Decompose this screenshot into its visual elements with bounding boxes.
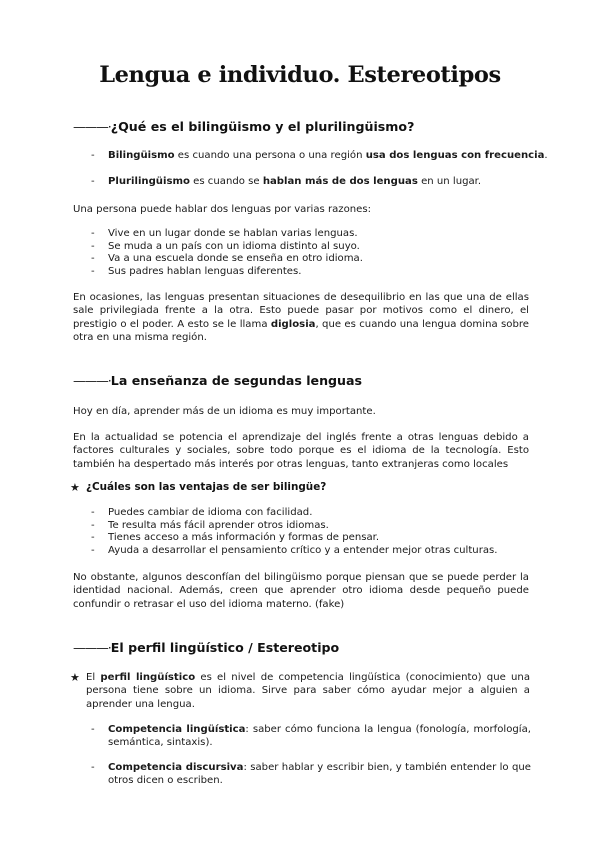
list-item bbox=[91, 150, 548, 163]
paragraph-text: es el nivel de competencia lingüística (conocimiento) que una persona tiene sobre un idioma. Sirve para saber cómo ayudar mejor a alguien a aprender una lengua. bbox=[86, 672, 531, 710]
list-text: Se muda a un país con un idioma distinto al suyo. bbox=[108, 240, 360, 252]
list-item bbox=[91, 228, 358, 241]
list-text: Puedes cambiar de idioma con facilidad. bbox=[108, 507, 313, 518]
list-dash: - bbox=[91, 228, 95, 239]
list-dash: - bbox=[91, 519, 95, 531]
list-text: es cuando una persona o una región bbox=[174, 150, 366, 161]
term-bold: Bilingüismo bbox=[108, 150, 175, 161]
heading-text: La enseñanza de segundas lenguas bbox=[110, 373, 363, 388]
list-item bbox=[91, 532, 379, 545]
list-item bbox=[91, 253, 363, 266]
paragraph: No obstante, algunos desconfían del bilingüismo porque piensan que se puede perder la identidad nacional. Además, creen que aprender otro idioma desde pequeño puede confundir o retrasar el uso del idioma materno. (fake) bbox=[73, 572, 529, 610]
paragraph-definition bbox=[86, 671, 530, 711]
list-dash: - bbox=[91, 762, 95, 773]
emphasis-bold: hablan más de dos lenguas bbox=[262, 176, 418, 187]
list-text: Vive en un lugar donde se hablan varias lenguas. bbox=[108, 228, 358, 239]
term-bold: diglosia bbox=[270, 318, 316, 330]
heading-text: ¿Qué es el bilingüismo y el plurilingüismo? bbox=[110, 119, 415, 134]
list-text: Te resulta más fácil aprender otros idiomas. bbox=[108, 519, 329, 531]
heading-dash: ———· bbox=[73, 640, 111, 655]
list-dash: - bbox=[91, 724, 95, 735]
list-text: : saber hablar y escribir bien, y también entender lo que otros dicen o escriben. bbox=[108, 762, 531, 787]
list-text: Tienes acceso a más información y formas de pensar. bbox=[108, 532, 380, 543]
list-item bbox=[91, 545, 498, 558]
page-title: Lengua e individuo. Estereotipos bbox=[99, 62, 501, 88]
list-item bbox=[91, 176, 481, 189]
list-item bbox=[91, 520, 329, 533]
list-dash: - bbox=[91, 150, 95, 161]
list-item bbox=[91, 507, 312, 520]
term-bold: Competencia lingüística bbox=[108, 724, 246, 735]
list-dash: - bbox=[91, 507, 95, 518]
list-dash: - bbox=[91, 544, 95, 556]
list-dash: - bbox=[91, 265, 95, 277]
list-text: Va a una escuela donde se enseña en otro idioma. bbox=[108, 253, 363, 264]
term-bold: perfil lingüístico bbox=[100, 672, 196, 683]
list-text: . bbox=[544, 150, 548, 161]
question-heading: ¿Cuáles son las ventajas de ser bilingüe? bbox=[86, 481, 327, 493]
list-item bbox=[91, 761, 531, 787]
list-item bbox=[91, 241, 360, 254]
list-dash: - bbox=[91, 253, 95, 264]
section-heading-linguistic-profile bbox=[73, 640, 339, 655]
term-bold: Plurilingüismo bbox=[108, 176, 190, 187]
paragraph: En la actualidad se potencia el aprendizaje del inglés frente a otras lenguas debido a factores culturales y sociales, sobre todo porque es el idioma de la tecnología. Esto también ha despertado más interés por otras lenguas, tanto extranjeras como locales bbox=[73, 432, 529, 470]
paragraph-diglosia bbox=[73, 291, 529, 344]
term-bold: Competencia discursiva bbox=[108, 762, 244, 773]
section-heading-second-languages bbox=[73, 373, 362, 388]
heading-dash: ———· bbox=[73, 119, 111, 134]
paragraph-text: En ocasiones, las lenguas presentan situaciones de desequilibrio en las que una de ellas sale privilegiada frente a la otra. Esto puede pasar por motivos como el dinero, el prestigio o el poder. A esto se le llama bbox=[73, 292, 529, 330]
star-icon: ★ bbox=[70, 481, 80, 494]
emphasis-bold: usa dos lenguas con frecuencia bbox=[365, 150, 545, 161]
list-item bbox=[91, 266, 301, 279]
list-dash: - bbox=[91, 240, 95, 252]
paragraph: Hoy en día, aprender más de un idioma es muy importante. bbox=[73, 406, 376, 417]
heading-dash: ———· bbox=[73, 373, 111, 388]
heading-text: El perfil lingüístico / Estereotipo bbox=[110, 640, 340, 655]
list-dash: - bbox=[91, 176, 95, 187]
section-heading-bilingualism bbox=[73, 119, 414, 134]
list-text: es cuando se bbox=[189, 176, 263, 187]
paragraph: Una persona puede hablar dos lenguas por varias razones: bbox=[73, 204, 372, 215]
list-text: : saber cómo funciona la lengua (fonología, morfología, semántica, sintaxis). bbox=[108, 724, 531, 749]
list-text: Sus padres hablan lenguas diferentes. bbox=[108, 265, 302, 277]
paragraph-text: , que es cuando una lengua domina sobre otra en una misma región. bbox=[73, 318, 529, 343]
list-dash: - bbox=[91, 532, 95, 543]
paragraph-text: El bbox=[86, 672, 101, 683]
list-text: Ayuda a desarrollar el pensamiento crítico y a entender mejor otras culturas. bbox=[108, 544, 498, 556]
star-icon: ★ bbox=[70, 671, 80, 684]
list-text: en un lugar. bbox=[417, 176, 482, 187]
list-item bbox=[91, 723, 531, 749]
